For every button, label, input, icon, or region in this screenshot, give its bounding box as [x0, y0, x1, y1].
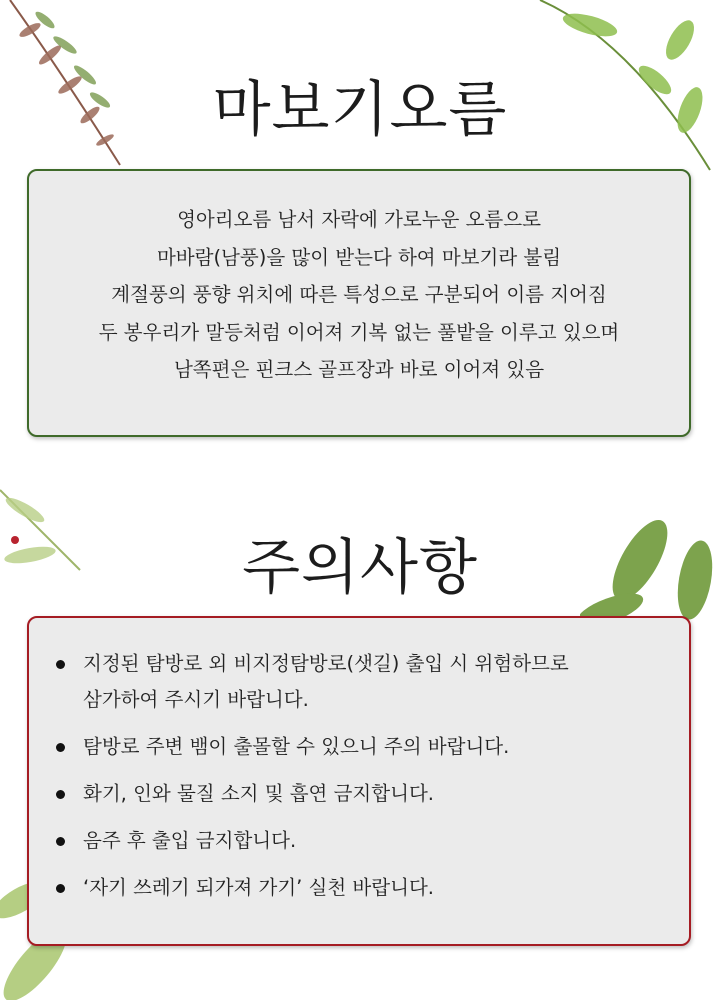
description-line: 계절풍의 풍향 위치에 따른 특성으로 구분되어 이름 지어짐	[111, 283, 607, 306]
bullet-icon	[56, 837, 65, 846]
description-line: 영아리오름 남서 자락에 가로누운 오름으로	[177, 208, 541, 231]
notice-text-continued: 삼가하여 주시기 바랍니다.	[83, 688, 309, 711]
notice-item	[53, 729, 673, 765]
bullet-icon	[56, 660, 65, 669]
description-box	[27, 169, 691, 437]
notice-text: ‘자기 쓰레기 되가져 가기’ 실천 바랍니다.	[83, 876, 434, 899]
description-line: 남쪽편은 핀크스 골프장과 바로 이어져 있음	[173, 358, 545, 381]
bullet-icon	[56, 884, 65, 893]
description-text	[29, 201, 689, 389]
notice-text: 음주 후 출입 금지합니다.	[83, 829, 297, 852]
notice-item	[53, 646, 673, 718]
page-title: 마보기오름	[212, 75, 508, 145]
notice-title: 주의사항	[242, 533, 478, 603]
notice-item	[53, 823, 673, 859]
notice-list	[53, 646, 673, 917]
notice-box	[27, 616, 691, 946]
notice-text: 탐방로 주변 뱀이 출몰할 수 있으니 주의 바랍니다.	[83, 735, 510, 758]
description-line: 두 봉우리가 말등처럼 이어져 기복 없는 풀밭을 이루고 있으며	[98, 320, 620, 344]
notice-item	[53, 776, 673, 812]
description-line: 마바람(남풍)을 많이 받는다 하여 마보기라 불림	[156, 245, 562, 269]
notice-text: 화기, 인와 물질 소지 및 흡연 금지합니다.	[83, 782, 434, 805]
bullet-icon	[56, 790, 65, 799]
bullet-icon	[56, 743, 65, 752]
notice-item	[53, 870, 673, 906]
notice-text: 지정된 탐방로 외 비지정탐방로(샛길) 출입 시 위험하므로	[83, 652, 569, 675]
